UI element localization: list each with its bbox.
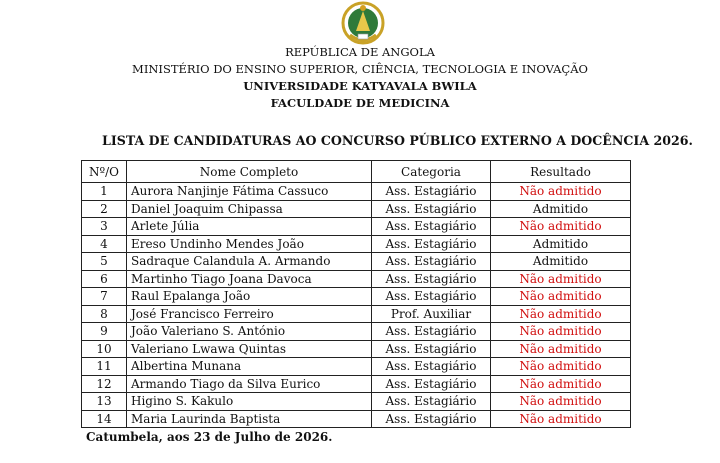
candidate-name: Valeriano Lwawa Quintas bbox=[127, 340, 372, 358]
candidate-category: Ass. Estagiário bbox=[372, 393, 491, 411]
table-row bbox=[82, 393, 631, 411]
candidate-name: Daniel Joaquim Chipassa bbox=[127, 200, 372, 218]
candidate-name: Martinho Tiago Joana Davoca bbox=[127, 270, 372, 288]
document-title: LISTA DE CANDIDATURAS AO CONCURSO PÚBLICO EXTERNO A DOCÊNCIA 2026. bbox=[102, 133, 693, 148]
candidate-name: Armando Tiago da Silva Eurico bbox=[127, 375, 372, 393]
table-body bbox=[82, 183, 631, 428]
angola-coat-of-arms-icon bbox=[338, 1, 388, 47]
candidate-result: Não admitido bbox=[491, 183, 631, 201]
table-row bbox=[82, 358, 631, 376]
table-row bbox=[82, 410, 631, 428]
candidate-category: Ass. Estagiário bbox=[372, 253, 491, 271]
table-row bbox=[82, 253, 631, 271]
candidate-category: Prof. Auxiliar bbox=[372, 305, 491, 323]
university-heading: UNIVERSIDADE KATYAVALA BWILA bbox=[243, 79, 477, 93]
candidate-category: Ass. Estagiário bbox=[372, 323, 491, 341]
row-number: 1 bbox=[82, 183, 127, 201]
table-row bbox=[82, 218, 631, 236]
column-header-name: Nome Completo bbox=[127, 161, 372, 183]
candidate-result: Não admitido bbox=[491, 323, 631, 341]
candidates-table bbox=[81, 160, 631, 428]
candidate-result: Admitido bbox=[491, 200, 631, 218]
row-number: 12 bbox=[82, 375, 127, 393]
row-number: 14 bbox=[82, 410, 127, 428]
candidate-name: Ereso Undinho Mendes João bbox=[127, 235, 372, 253]
table-row bbox=[82, 200, 631, 218]
candidate-result: Admitido bbox=[491, 253, 631, 271]
candidate-name: Arlete Júlia bbox=[127, 218, 372, 236]
candidate-name: Aurora Nanjinje Fátima Cassuco bbox=[127, 183, 372, 201]
table-row bbox=[82, 183, 631, 201]
candidate-category: Ass. Estagiário bbox=[372, 200, 491, 218]
candidate-category: Ass. Estagiário bbox=[372, 375, 491, 393]
candidate-result: Não admitido bbox=[491, 305, 631, 323]
table-header-row bbox=[82, 161, 631, 183]
table-row bbox=[82, 288, 631, 306]
candidate-result: Não admitido bbox=[491, 375, 631, 393]
row-number: 4 bbox=[82, 235, 127, 253]
candidate-category: Ass. Estagiário bbox=[372, 358, 491, 376]
candidate-name: Albertina Munana bbox=[127, 358, 372, 376]
candidate-category: Ass. Estagiário bbox=[372, 218, 491, 236]
row-number: 2 bbox=[82, 200, 127, 218]
row-number: 8 bbox=[82, 305, 127, 323]
candidate-category: Ass. Estagiário bbox=[372, 340, 491, 358]
table-row bbox=[82, 375, 631, 393]
footer-date-line: Catumbela, aos 23 de Julho de 2026. bbox=[86, 430, 333, 444]
candidate-result: Não admitido bbox=[491, 410, 631, 428]
table-row bbox=[82, 235, 631, 253]
candidate-result: Não admitido bbox=[491, 270, 631, 288]
candidate-name: José Francisco Ferreiro bbox=[127, 305, 372, 323]
ministry-heading: MINISTÉRIO DO ENSINO SUPERIOR, CIÊNCIA, TECNOLOGIA E INOVAÇÃO bbox=[132, 62, 588, 76]
faculty-heading: FACULDADE DE MEDICINA bbox=[270, 96, 450, 110]
table-row bbox=[82, 340, 631, 358]
row-number: 9 bbox=[82, 323, 127, 341]
candidate-result: Não admitido bbox=[491, 288, 631, 306]
table-row bbox=[82, 323, 631, 341]
candidate-category: Ass. Estagiário bbox=[372, 183, 491, 201]
candidate-category: Ass. Estagiário bbox=[372, 410, 491, 428]
candidate-category: Ass. Estagiário bbox=[372, 270, 491, 288]
row-number: 13 bbox=[82, 393, 127, 411]
candidate-name: Higino S. Kakulo bbox=[127, 393, 372, 411]
candidate-category: Ass. Estagiário bbox=[372, 288, 491, 306]
candidate-result: Não admitido bbox=[491, 358, 631, 376]
candidate-result: Não admitido bbox=[491, 218, 631, 236]
row-number: 3 bbox=[82, 218, 127, 236]
row-number: 6 bbox=[82, 270, 127, 288]
candidate-name: João Valeriano S. António bbox=[127, 323, 372, 341]
candidate-name: Sadraque Calandula A. Armando bbox=[127, 253, 372, 271]
candidate-result: Não admitido bbox=[491, 340, 631, 358]
table-row bbox=[82, 270, 631, 288]
column-header-category: Categoria bbox=[372, 161, 491, 183]
candidate-result: Não admitido bbox=[491, 393, 631, 411]
row-number: 11 bbox=[82, 358, 127, 376]
row-number: 10 bbox=[82, 340, 127, 358]
candidate-name: Raul Epalanga João bbox=[127, 288, 372, 306]
candidate-category: Ass. Estagiário bbox=[372, 235, 491, 253]
candidate-name: Maria Laurinda Baptista bbox=[127, 410, 372, 428]
column-header-number: Nº/O bbox=[82, 161, 127, 183]
republic-heading: REPÚBLICA DE ANGOLA bbox=[285, 45, 435, 59]
column-header-result: Resultado bbox=[491, 161, 631, 183]
row-number: 7 bbox=[82, 288, 127, 306]
table-row bbox=[82, 305, 631, 323]
candidate-result: Admitido bbox=[491, 235, 631, 253]
row-number: 5 bbox=[82, 253, 127, 271]
